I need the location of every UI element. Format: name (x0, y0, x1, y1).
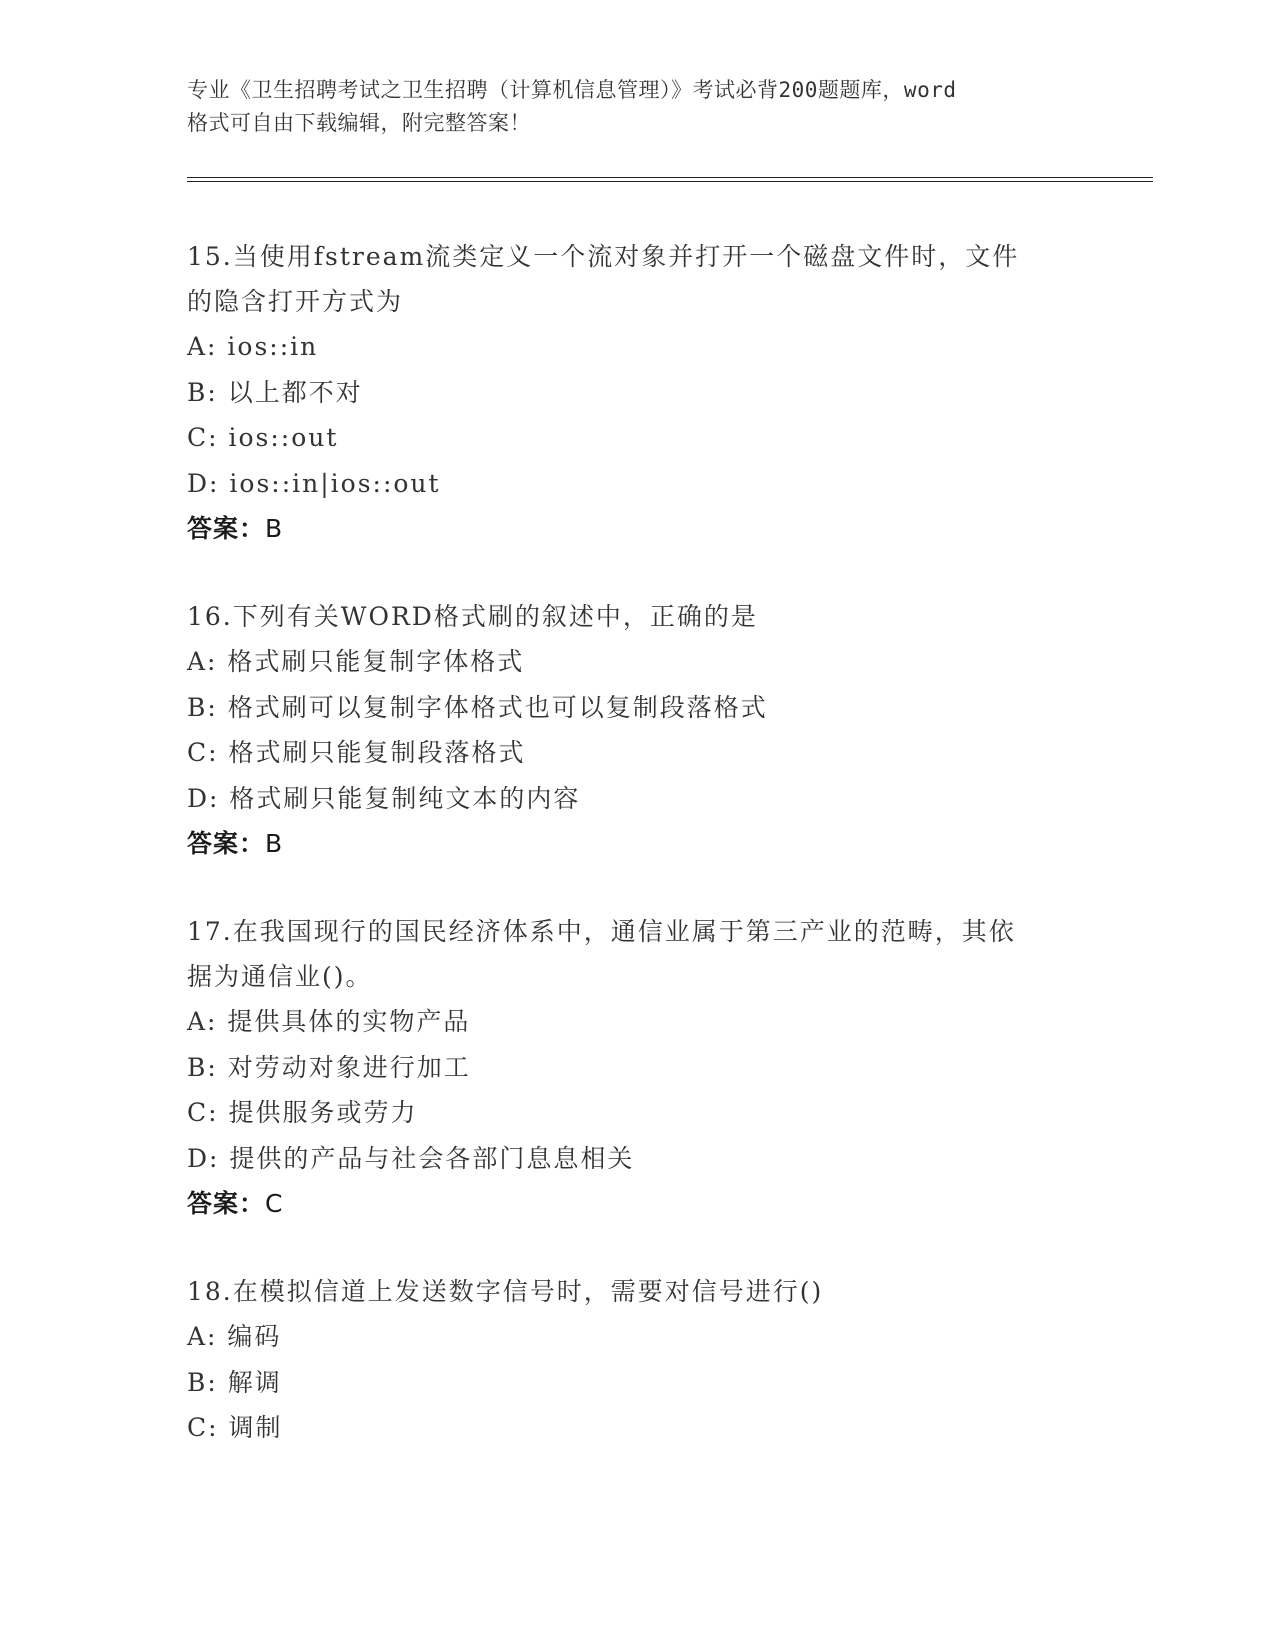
option-d: D: 提供的产品与社会各部门息息相关 (187, 1143, 635, 1173)
header-line-1: 专业《卫生招聘考试之卫生招聘（计算机信息管理）》考试必背200题题库，word (187, 78, 957, 102)
question-15 (187, 234, 1087, 551)
question-stem-line-1: 16.下列有关WORD格式刷的叙述中，正确的是 (187, 602, 758, 631)
option-c: C: ios::out (187, 423, 339, 452)
option-a: A: 编码 (187, 1322, 282, 1351)
option-c: C: 格式刷只能复制段落格式 (187, 738, 526, 767)
answer-value: C (265, 1189, 284, 1218)
option-d: D: 格式刷只能复制纯文本的内容 (187, 783, 581, 813)
answer-value: B (265, 829, 284, 858)
question-stem-line-1: 17.在我国现行的国民经济体系中，通信业属于第三产业的范畴，其依 (187, 917, 1016, 946)
answer-label: 答案： (187, 514, 266, 543)
answer-line (187, 506, 1087, 551)
header-line-2: 格式可自由下载编辑，附完整答案！ (187, 111, 531, 135)
question-16 (187, 594, 1087, 866)
answer-label: 答案： (187, 829, 266, 858)
answer-line (187, 1181, 1087, 1226)
question-stem-line-1: 15.当使用fstream流类定义一个流对象并打开一个磁盘文件时，文件 (187, 242, 1020, 271)
option-b: B: 对劳动对象进行加工 (187, 1052, 471, 1082)
option-a: A: 格式刷只能复制字体格式 (187, 647, 525, 676)
option-d: D: ios::in|ios::out (187, 468, 441, 498)
option-a: A: ios::in (187, 332, 319, 361)
question-stem-line-2: 的隐含打开方式为 (187, 287, 404, 316)
header-divider-bottom (187, 181, 1153, 182)
option-c: C: 提供服务或劳力 (187, 1098, 418, 1127)
question-17 (187, 909, 1087, 1226)
answer-label: 答案： (187, 1189, 266, 1218)
option-b: B: 以上都不对 (187, 377, 363, 407)
question-stem-line-1: 18.在模拟信道上发送数字信号时，需要对信号进行() (187, 1277, 824, 1306)
answer-line (187, 821, 1087, 866)
answer-value: B (265, 514, 284, 543)
option-b: B: 格式刷可以复制字体格式也可以复制段落格式 (187, 692, 768, 722)
question-18 (187, 1269, 1087, 1451)
option-b: B: 解调 (187, 1367, 282, 1397)
question-list (187, 234, 1087, 1494)
header-divider-top (187, 177, 1153, 178)
option-a: A: 提供具体的实物产品 (187, 1007, 471, 1036)
question-stem-line-2: 据为通信业()。 (187, 962, 373, 991)
document-header (187, 74, 1087, 140)
option-c: C: 调制 (187, 1413, 283, 1442)
